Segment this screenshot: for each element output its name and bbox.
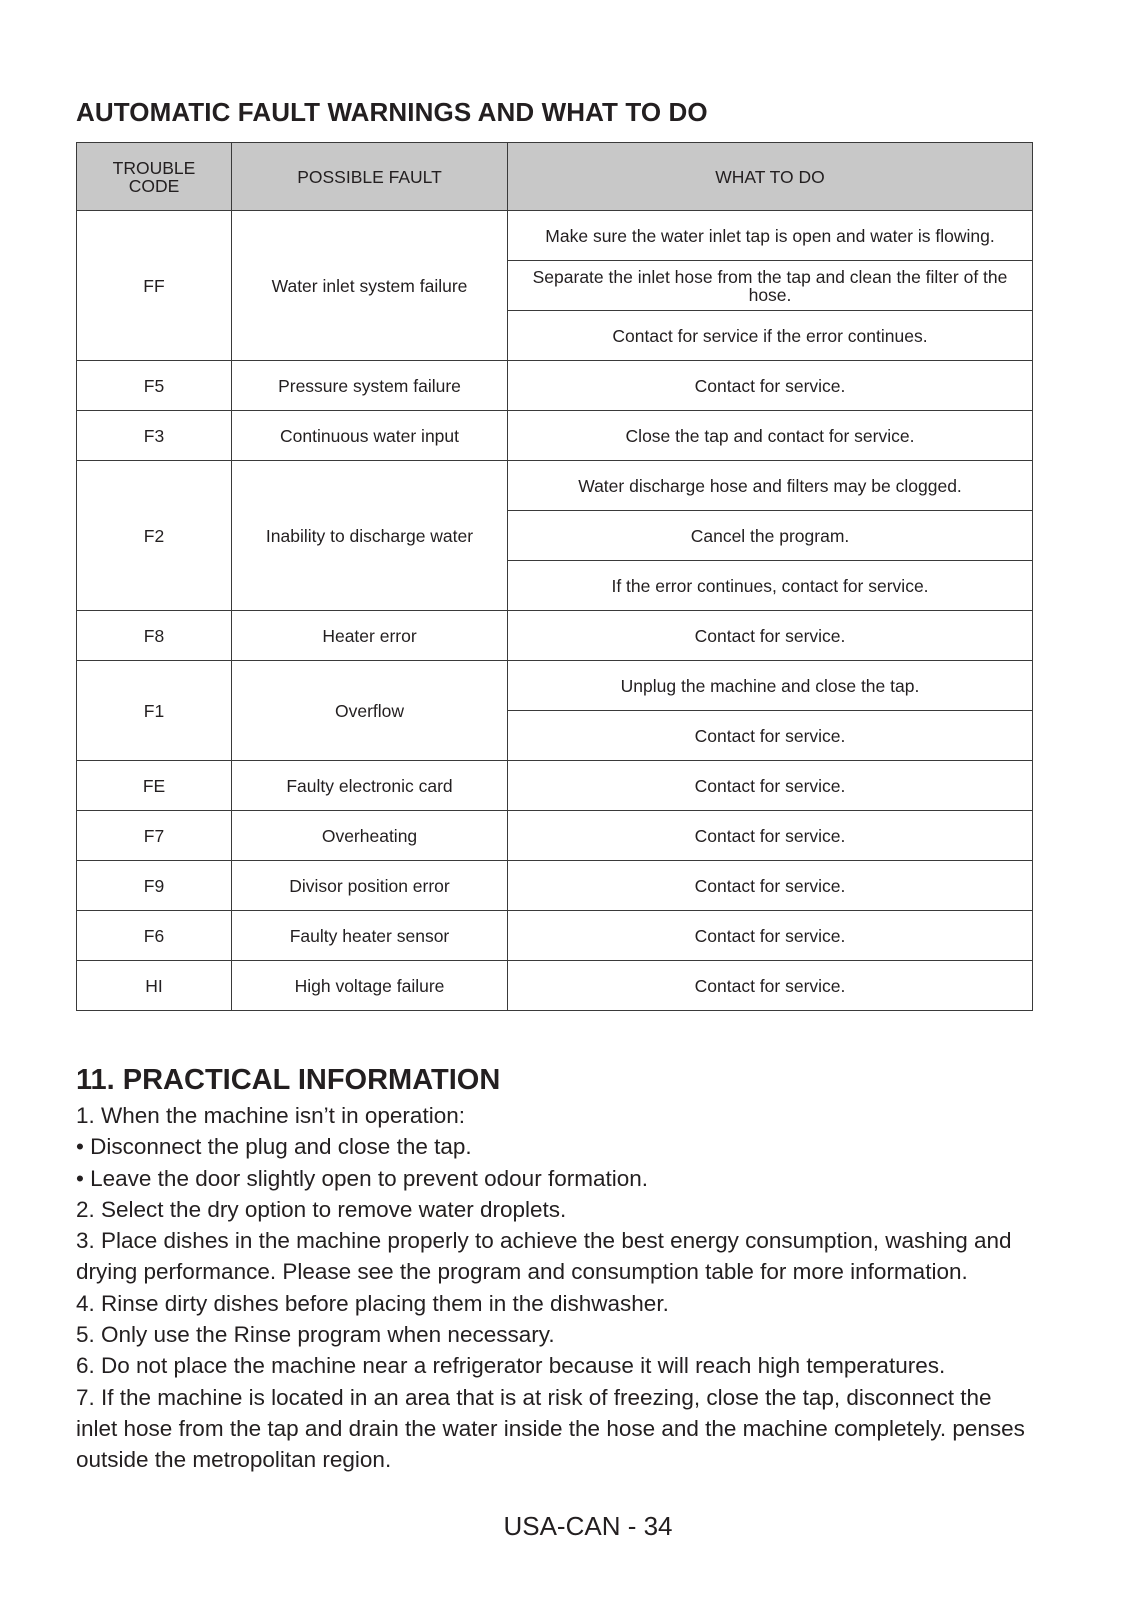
what-to-do-cell: Contact for service.	[508, 961, 1033, 1011]
fault-table-body	[77, 211, 1033, 1011]
what-to-do-cell: Cancel the program.	[508, 511, 1033, 561]
practical-info-item: 1. When the machine isn’t in operation:	[76, 1103, 465, 1128]
fault-code-cell: F7	[77, 811, 232, 861]
fault-code-cell: F1	[77, 661, 232, 761]
fault-code-cell: F6	[77, 911, 232, 961]
table-row	[77, 761, 1033, 811]
possible-fault-cell: Faulty heater sensor	[232, 911, 508, 961]
table-row	[77, 811, 1033, 861]
fault-code-cell: FF	[77, 211, 232, 361]
what-to-do-cell: Make sure the water inlet tap is open and water is flowing.	[508, 211, 1033, 261]
practical-info-title: 11. PRACTICAL INFORMATION	[76, 1064, 501, 1096]
table-row	[77, 961, 1033, 1011]
fault-code-cell: F9	[77, 861, 232, 911]
header-trouble-code: TROUBLE CODE	[77, 143, 232, 211]
fault-code-cell: F5	[77, 361, 232, 411]
fault-table	[76, 142, 1033, 1011]
table-header-row	[77, 143, 1033, 211]
header-what-to-do: WHAT TO DO	[508, 143, 1033, 211]
fault-code-cell: F2	[77, 461, 232, 611]
possible-fault-cell: Faulty electronic card	[232, 761, 508, 811]
possible-fault-cell: Continuous water input	[232, 411, 508, 461]
practical-info-item: 3. Place dishes in the machine properly to achieve the best energy consumption, washing and drying performance. Please see the program and consumption table for more information.	[76, 1228, 1012, 1285]
what-to-do-cell: Contact for service.	[508, 811, 1033, 861]
fault-code-cell: HI	[77, 961, 232, 1011]
table-row	[77, 411, 1033, 461]
fault-code-cell: FE	[77, 761, 232, 811]
practical-info-body	[76, 1100, 1026, 1476]
practical-info-item: 4. Rinse dirty dishes before placing them in the dishwasher.	[76, 1290, 669, 1316]
table-row	[77, 911, 1033, 961]
possible-fault-cell: Overheating	[232, 811, 508, 861]
possible-fault-cell: Heater error	[232, 611, 508, 661]
what-to-do-cell: Contact for service.	[508, 761, 1033, 811]
practical-info-item: 5. Only use the Rinse program when necessary.	[76, 1322, 555, 1348]
what-to-do-cell: Close the tap and contact for service.	[508, 411, 1033, 461]
what-to-do-cell: Contact for service.	[508, 911, 1033, 961]
possible-fault-cell: Inability to discharge water	[232, 461, 508, 611]
what-to-do-cell: Contact for service.	[508, 861, 1033, 911]
practical-info-item: 2. Select the dry option to remove water droplets.	[76, 1196, 567, 1222]
possible-fault-cell: Divisor position error	[232, 861, 508, 911]
table-row	[77, 861, 1033, 911]
table-row	[77, 461, 1033, 511]
what-to-do-cell: Contact for service.	[508, 361, 1033, 411]
possible-fault-cell: Water inlet system failure	[232, 211, 508, 361]
what-to-do-cell: If the error continues, contact for service.	[508, 561, 1033, 611]
practical-info-item: • Disconnect the plug and close the tap.	[76, 1134, 472, 1160]
table-row	[77, 611, 1033, 661]
possible-fault-cell: High voltage failure	[232, 961, 508, 1011]
what-to-do-cell: Contact for service.	[508, 711, 1033, 761]
what-to-do-cell: Separate the inlet hose from the tap and clean the filter of the hose.	[508, 261, 1033, 311]
what-to-do-cell: Water discharge hose and filters may be clogged.	[508, 461, 1033, 511]
section-title: AUTOMATIC FAULT WARNINGS AND WHAT TO DO	[76, 97, 708, 127]
fault-code-cell: F8	[77, 611, 232, 661]
practical-info-item: 6. Do not place the machine near a refrigerator because it will reach high temperatures.	[76, 1353, 946, 1379]
what-to-do-cell: Contact for service.	[508, 611, 1033, 661]
what-to-do-cell: Unplug the machine and close the tap.	[508, 661, 1033, 711]
practical-info-item: • Leave the door slightly open to prevent odour formation.	[76, 1165, 648, 1191]
page-footer: USA-CAN - 34	[503, 1511, 673, 1541]
what-to-do-cell: Contact for service if the error continues.	[508, 311, 1033, 361]
possible-fault-cell: Pressure system failure	[232, 361, 508, 411]
possible-fault-cell: Overflow	[232, 661, 508, 761]
practical-info-item: 7. If the machine is located in an area that is at risk of freezing, close the tap, disconnect the inlet hose from the tap and drain the water inside the hose and the machine completely. penses outside the metropolitan region.	[76, 1384, 1025, 1473]
fault-code-cell: F3	[77, 411, 232, 461]
table-row	[77, 361, 1033, 411]
table-row	[77, 211, 1033, 261]
header-possible-fault: POSSIBLE FAULT	[232, 143, 508, 211]
table-row	[77, 661, 1033, 711]
